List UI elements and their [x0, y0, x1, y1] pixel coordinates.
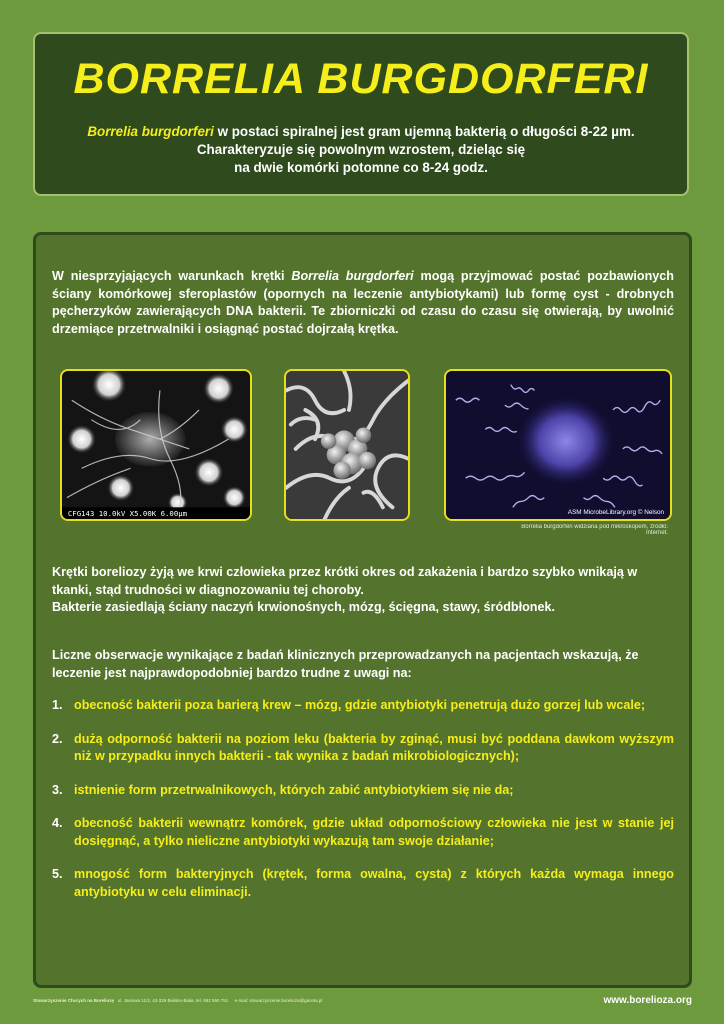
- paragraph-cysts: [52, 268, 674, 338]
- list-item-number: 2.: [52, 731, 63, 746]
- microscope-photo-fluorescent: [444, 369, 672, 521]
- list-item-text: obecność bakterii poza barierą krew – mózg, gdzie antybiotyki penetrują dużo gorzej lub wcale;: [74, 698, 646, 712]
- list-item-text: istnienie form przetrwalnikowych, których zabić antybiotykiem się nie da;: [74, 782, 514, 797]
- list-item-number: 4.: [52, 816, 63, 830]
- list-item: [52, 866, 674, 901]
- paragraph-blood: [52, 564, 674, 617]
- photo-credit: ASM MicrobeLibrary.org © Nelson: [567, 509, 665, 517]
- paragraph-blood-line1: Krętki boreliozy żyją we krwi człowieka przez krótki okres od zakażenia i bardzo szybko wnikają w tkanki, stąd trudności w diagnozowaniu tej choroby.: [52, 565, 638, 597]
- footer-email: e-mail: stowarzyszenie.borelioza@gazeta.pl: [234, 998, 323, 1003]
- list-item: [52, 697, 674, 715]
- paragraph-cysts-part1: W niesprzyjających warunkach krętki: [52, 269, 292, 283]
- paragraph-cysts-part2: mogą przyjmować postać pozbawionych ściany komórkowej sferoplastów (opornych na leczenie antybiotykami) lub formę cyst - drobnych pęcherzyków zawierających DNA bakterii. Te zbiorniczki od czasu do czasu się otwierają, by uwolnić drzemiące przetrwalniki i osiągnąć postać dojrzałą krętka.: [52, 269, 674, 336]
- microscope-photo-sem: [60, 369, 252, 521]
- difficulty-list: [52, 697, 674, 917]
- list-item-text: mnogość form bakteryjnych (krętek, forma owalna, cysta) z których każda wymaga innego antybiotyku w celu eliminacji.: [74, 867, 674, 899]
- content-panel: [33, 232, 692, 988]
- intro-line1: w postaci spiralnej jest gram ujemną bakterią o długości 8-22 µm.: [213, 124, 635, 139]
- footer-contact: [33, 998, 322, 1003]
- paragraph-observations: Liczne obserwacje wynikające z badań klinicznych przeprowadzanych na pacjentach wskazują, że leczenie jest najprawdopodobniej bardzo trudne z uwagi na:: [52, 648, 639, 680]
- list-item: [52, 731, 674, 766]
- page-title: BORRELIA BURGDORFERI: [73, 55, 649, 103]
- list-item-number: 1.: [52, 698, 63, 712]
- intro-highlight: Borrelia burgdorferi: [87, 124, 214, 139]
- microscope-photo-spirochetes: [284, 369, 410, 521]
- intro-line2: Charakteryzuje się powolnym wzrostem, dzieląc się: [196, 142, 526, 157]
- intro-text: [65, 123, 657, 177]
- footer-org: Stowarzyszenie Chorych na Boreliozę: [33, 998, 115, 1003]
- list-item-text: obecność bakterii wewnątrz komórek, gdzie układ odpornościowy człowieka nie jest w stanie jej dosięgnąć, a tylko nieliczne antybiotyki wykazują tam swoje działanie;: [74, 816, 674, 848]
- list-item-text: dużą odporność bakterii na poziom leku (bakteria by zginąć, musi być poddana dawkom wyższym niż w przypadku innych bakterii - tak wynika z badań mikrobiologicznych);: [74, 731, 674, 763]
- paragraph-cysts-italic: Borrelia burgdorferi: [291, 269, 414, 283]
- list-item-number: 5.: [52, 867, 63, 881]
- list-item: [52, 782, 674, 800]
- intro-line3: na dwie komórki potomne co 8-24 godz.: [234, 160, 488, 175]
- footer-website-link[interactable]: www.borelioza.org: [603, 995, 692, 1006]
- sem-scale-label: CFG143 10.0kV X5.00K 6.00µm: [67, 509, 188, 519]
- list-item: [52, 815, 674, 850]
- paragraph-blood-line2: Bakterie zasiedlają ściany naczyń krwionośnych, mózg, ścięgna, stawy, śródbłonek.: [52, 600, 555, 614]
- list-item-number: 3.: [52, 782, 63, 797]
- header-panel: [33, 32, 689, 196]
- photo-caption: Borrelia burgdorferi widziana pod mikroskopem, źródło: Internet.: [521, 524, 668, 536]
- footer-address: ul. Jasiowa 11/3, 43-326 Bielsko-Biała, tel. 692 560 751: [117, 998, 229, 1003]
